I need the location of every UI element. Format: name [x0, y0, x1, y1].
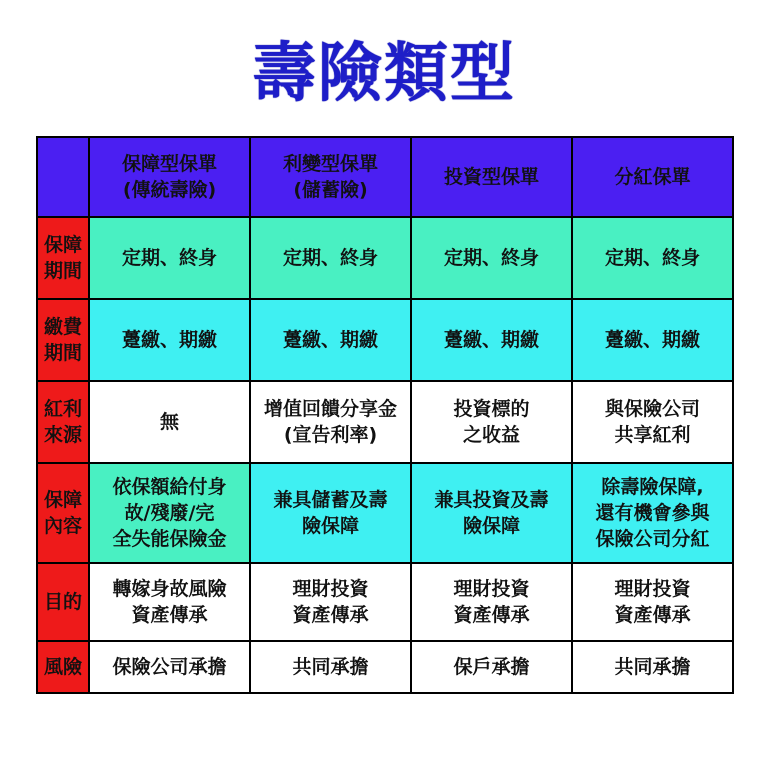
row-label: 保障 內容 [37, 463, 89, 563]
table-cell: 躉繳、期繳 [250, 299, 411, 381]
table-cell: 除壽險保障, 還有機會參與 保險公司分紅 [572, 463, 733, 563]
header-row [37, 137, 733, 217]
row-label: 保障 期間 [37, 217, 89, 299]
column-header: 利變型保單 (儲蓄險) [250, 137, 411, 217]
row-label: 目的 [37, 563, 89, 641]
table-cell: 定期、終身 [89, 217, 250, 299]
insurance-comparison-table [36, 136, 734, 694]
table-cell: 共同承擔 [572, 641, 733, 693]
row-label: 紅利 來源 [37, 381, 89, 463]
table-cell: 躉繳、期繳 [411, 299, 572, 381]
table-cell: 轉嫁身故風險 資產傳承 [89, 563, 250, 641]
table-cell: 理財投資 資產傳承 [250, 563, 411, 641]
table-cell: 保險公司承擔 [89, 641, 250, 693]
table-cell: 依保額給付身 故/殘廢/完 全失能保險金 [89, 463, 250, 563]
table-cell: 保戶承擔 [411, 641, 572, 693]
table-row [37, 381, 733, 463]
table-cell: 兼具投資及壽 險保障 [411, 463, 572, 563]
table-cell: 投資標的 之收益 [411, 381, 572, 463]
table-cell: 無 [89, 381, 250, 463]
table-row [37, 299, 733, 381]
table-cell: 理財投資 資產傳承 [572, 563, 733, 641]
table-cell: 定期、終身 [411, 217, 572, 299]
column-header: 投資型保單 [411, 137, 572, 217]
page-title: 壽險類型 [252, 37, 516, 111]
table-row [37, 563, 733, 641]
table-cell: 增值回饋分享金 (宣告利率) [250, 381, 411, 463]
table-cell: 躉繳、期繳 [89, 299, 250, 381]
table-cell: 定期、終身 [572, 217, 733, 299]
table-cell: 共同承擔 [250, 641, 411, 693]
row-label: 繳費 期間 [37, 299, 89, 381]
table-cell: 兼具儲蓄及壽 險保障 [250, 463, 411, 563]
column-header: 分紅保單 [572, 137, 733, 217]
table-row [37, 217, 733, 299]
table-cell: 躉繳、期繳 [572, 299, 733, 381]
corner-cell [37, 137, 89, 217]
table-cell: 與保險公司 共享紅利 [572, 381, 733, 463]
table-cell: 定期、終身 [250, 217, 411, 299]
row-label: 風險 [37, 641, 89, 693]
column-header: 保障型保單 (傳統壽險) [89, 137, 250, 217]
table-cell: 理財投資 資產傳承 [411, 563, 572, 641]
table-row [37, 463, 733, 563]
table-row [37, 641, 733, 693]
